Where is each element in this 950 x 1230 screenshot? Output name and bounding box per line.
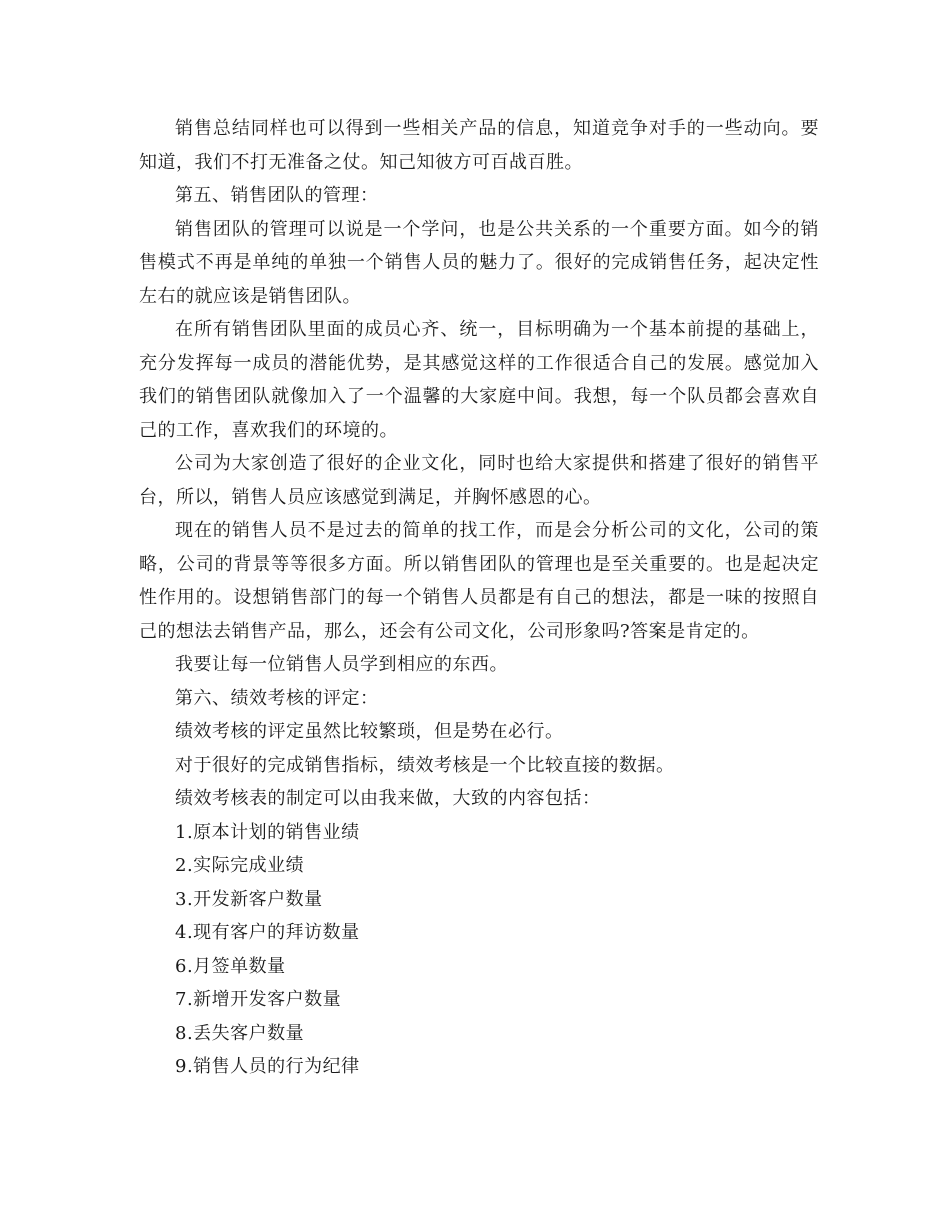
list-item: 1.原本计划的销售业绩: [175, 821, 360, 843]
paragraph: 对于很好的完成销售指标，绩效考核是一个比较直接的数据。: [175, 754, 675, 776]
paragraph: 在所有销售团队里面的成员心齐、统一，目标明确为一个基本前提的基础上，充分发挥每一成员的潜能优势，是其感觉这样的工作很适合自己的发展。感觉加入我们的销售团队就像加入了一个温馨的大家庭中间。我想，每一个队员都会喜欢自己的工作，喜欢我们的环境的。: [139, 319, 819, 441]
list-item: 6.月签单数量: [175, 955, 286, 977]
paragraph: 现在的销售人员不是过去的简单的找工作，而是会分析公司的文化，公司的策略，公司的背景等等很多方面。所以销售团队的管理也是至关重要的。也是起决定性作用的。设想销售部门的每一个销售人员都是有自己的想法，都是一味的按照自己的想法去销售产品，那么，还会有公司文化，公司形象吗?答案是肯定的。: [139, 520, 819, 642]
list-item: 8.丢失客户数量: [175, 1022, 305, 1044]
section-heading-6: 第六、绩效考核的评定：: [175, 687, 379, 709]
list-item: 4.现有客户的拜访数量: [175, 922, 360, 943]
list-item: 9.销售人员的行为纪律: [175, 1056, 360, 1077]
document-body: [139, 112, 819, 1084]
list-item: 2.实际完成业绩: [175, 855, 305, 876]
list-item: 3.开发新客户数量: [175, 888, 323, 910]
paragraph: 绩效考核的评定虽然比较繁琐，但是势在必行。: [175, 721, 564, 742]
section-heading-5: 第五、销售团队的管理：: [175, 185, 379, 206]
paragraph: 销售团队的管理可以说是一个学问，也是公共关系的一个重要方面。如今的销售模式不再是单纯的单独一个销售人员的魅力了。很好的完成销售任务，起决定性左右的就应该是销售团队。: [139, 218, 819, 307]
paragraph: 公司为大家创造了很好的企业文化，同时也给大家提供和搭建了很好的销售平台，所以，销售人员应该感觉到满足，并胸怀感恩的心。: [139, 453, 819, 508]
list-item: 7.新增开发客户数量: [175, 989, 342, 1010]
paragraph: 销售总结同样也可以得到一些相关产品的信息，知道竞争对手的一些动向。要知道，我们不打无准备之仗。知己知彼方可百战百胜。: [139, 118, 819, 173]
paragraph: 我要让每一位销售人员学到相应的东西。: [175, 654, 508, 675]
paragraph: 绩效考核表的制定可以由我来做，大致的内容包括：: [175, 788, 601, 809]
